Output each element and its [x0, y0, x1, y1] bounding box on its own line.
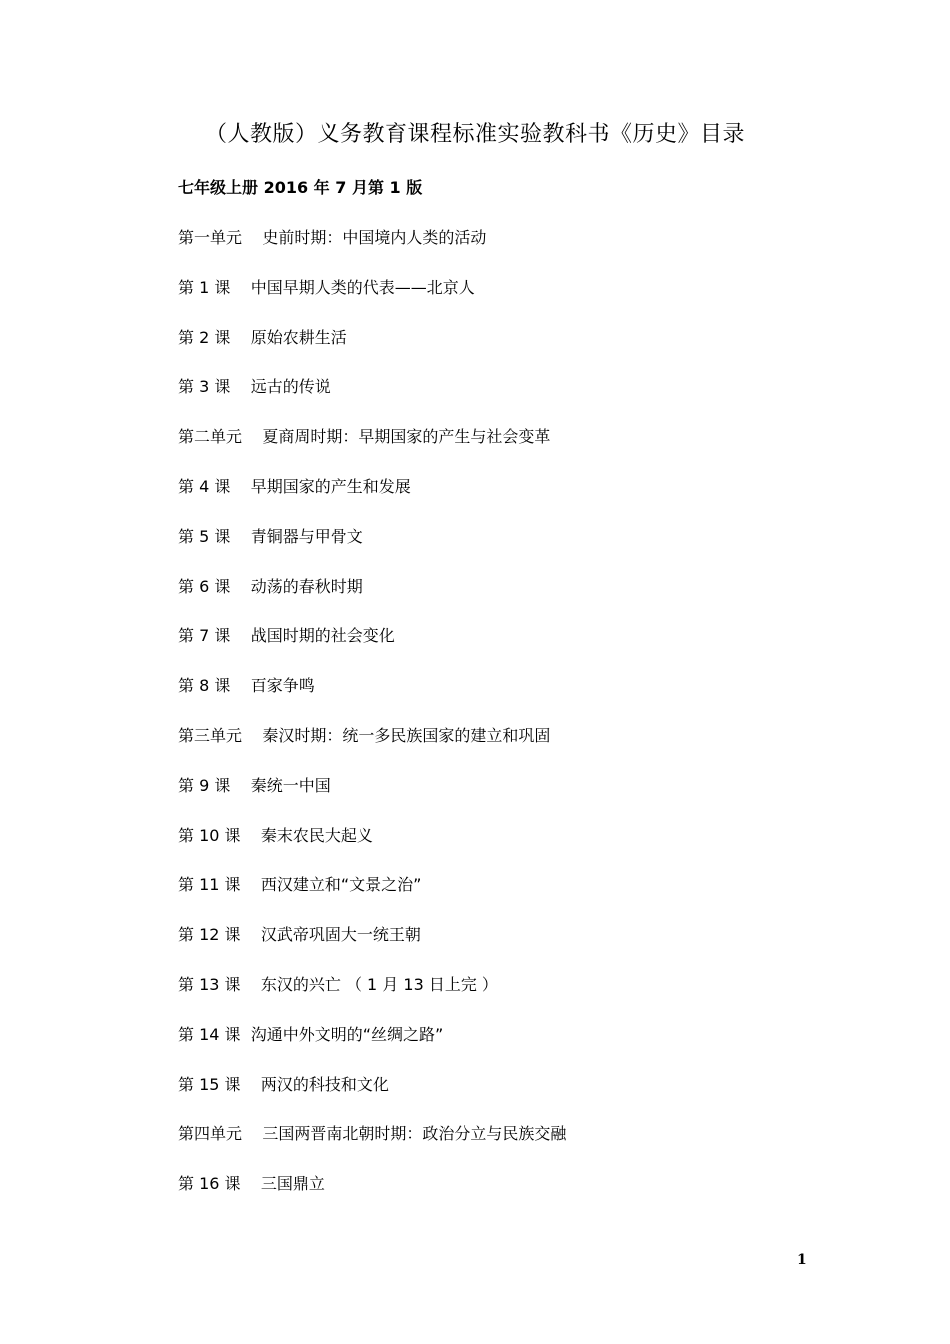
toc-lesson-1: 第 1 课 中国早期人类的代表——北京人 [178, 277, 475, 297]
toc-lesson-6: 第 6 课 动荡的春秋时期 [178, 576, 363, 596]
toc-lesson-8: 第 8 课 百家争鸣 [178, 676, 315, 696]
toc-lesson-12: 第 12 课 汉武帝巩固大一统王朝 [178, 925, 421, 945]
toc-lesson-15: 第 15 课 两汉的科技和文化 [178, 1074, 389, 1094]
toc-unit-3: 第三单元 秦汉时期：统一多民族国家的建立和巩固 [178, 725, 551, 745]
toc-unit-1: 第一单元 史前时期：中国境内人类的活动 [178, 228, 487, 247]
toc-lesson-11: 第 11 课 西汉建立和“文景之治” [178, 875, 422, 895]
toc-lesson-13: 第 13 课 东汉的兴亡 （ 1 月 13 日上完 ） [178, 974, 498, 994]
toc-lesson-2: 第 2 课 原始农耕生活 [178, 327, 347, 347]
toc-lesson-16: 第 16 课 三国鼎立 [178, 1174, 325, 1194]
table-of-contents [178, 224, 566, 1220]
toc-lesson-7: 第 7 课 战国时期的社会变化 [178, 626, 395, 646]
toc-lesson-14: 第 14 课 沟通中外文明的“丝绸之路” [178, 1024, 444, 1044]
toc-lesson-9: 第 9 课 秦统一中国 [178, 775, 331, 795]
toc-lesson-5: 第 5 课 青铜器与甲骨文 [178, 526, 363, 546]
document-title: （人教版）义务教育课程标准实验教科书《历史》目录 [204, 122, 745, 147]
toc-lesson-3: 第 3 课 远古的传说 [178, 377, 331, 397]
toc-unit-4: 第四单元 三国两晋南北朝时期：政治分立与民族交融 [178, 1124, 567, 1144]
page-number: 1 [797, 1252, 807, 1268]
toc-lesson-10: 第 10 课 秦末农民大起义 [178, 825, 373, 845]
toc-lesson-4: 第 4 课 早期国家的产生和发展 [178, 476, 411, 496]
edition-heading: 七年级上册 2016 年 7 月第 1 版 [178, 178, 423, 197]
toc-unit-2: 第二单元 夏商周时期：早期国家的产生与社会变革 [178, 427, 551, 447]
